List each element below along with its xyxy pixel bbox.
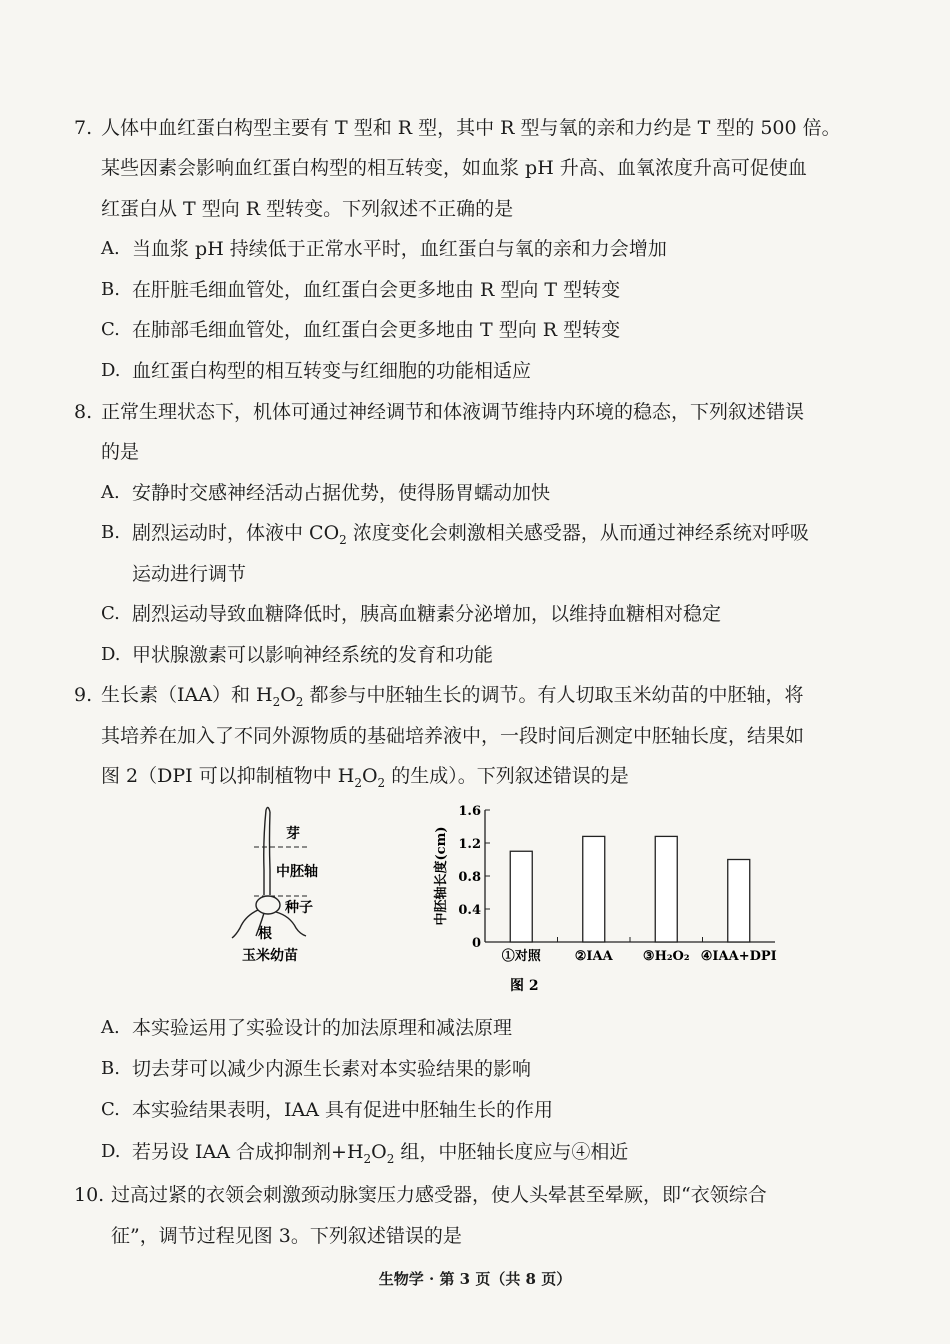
question-stem-line: 过高过紧的衣领会刺激颈动脉窦压力感受器，使人头晕甚至晕厥，即“衣领综合 — [111, 1184, 767, 1206]
question-stem-line: 某些因素会影响血红蛋白构型的相互转变，如血浆 pH 升高、血氧浓度升高可促使血 — [101, 157, 807, 179]
option-letter: B. — [101, 522, 120, 543]
option-letter: D. — [101, 644, 121, 665]
option-b-continued: 运动进行调节 — [132, 563, 247, 585]
option-b: 切去芽可以减少内源生长素对本实验结果的影响 — [132, 1058, 532, 1080]
label-root: 根 — [258, 926, 272, 942]
label-mesocotyl: 中胚轴 — [276, 864, 318, 880]
option-d: 甲状腺激素可以影响神经系统的发育和功能 — [132, 644, 494, 666]
option-letter: C. — [101, 1099, 120, 1120]
option-d: 若另设 IAA 合成抑制剂$+H_2O_2$ 组，中胚轴长度应与④相近 — [132, 1141, 629, 1166]
option-b: 在肝脏毛细血管处，血红蛋白会更多地由 R 型向 T 型转变 — [132, 279, 621, 301]
x-category-label: ①对照 — [501, 949, 541, 964]
option-letter: D. — [101, 1141, 121, 1162]
option-letter: B. — [101, 279, 120, 300]
bar-3 — [655, 836, 677, 942]
x-category-label: ③H₂O₂ — [642, 949, 690, 964]
option-letter: A. — [101, 238, 120, 259]
option-b: 剧烈运动时，体液中 $CO_2$ 浓度变化会刺激相关感受器，从而通过神经系统对呼吸 — [132, 522, 809, 547]
option-letter: C. — [101, 603, 120, 624]
question-number: 9. — [74, 684, 93, 706]
x-category-label: ④IAA+DPI — [700, 949, 777, 964]
y-tick-label: 1.6 — [458, 804, 481, 819]
option-d: 血红蛋白构型的相互转变与红细胞的功能相适应 — [132, 360, 532, 382]
figure-2-svg — [230, 800, 790, 1000]
label-seed: 种子 — [285, 900, 313, 916]
label-bud: 芽 — [286, 826, 300, 842]
seedling-caption: 玉米幼苗 — [242, 948, 298, 964]
question-stem-line: 其培养在加入了不同外源物质的基础培养液中，一段时间后测定中胚轴长度，结果如 — [101, 725, 805, 747]
option-letter: C. — [101, 319, 120, 340]
bar-chart — [433, 804, 777, 964]
option-c: 在肺部毛细血管处，血红蛋白会更多地由 T 型向 R 型转变 — [132, 319, 621, 341]
option-letter: A. — [101, 1017, 120, 1038]
question-number: 8. — [74, 401, 93, 423]
option-a: 安静时交感神经活动占据优势，使得肠胃蠕动加快 — [132, 482, 551, 504]
question-stem-line: 图 2（DPI 可以抑制植物中 $H_2O_2$ 的生成）。下列叙述错误的是 — [101, 765, 629, 790]
option-c: 剧烈运动导致血糖降低时，胰高血糖素分泌增加，以维持血糖相对稳定 — [132, 603, 722, 625]
y-tick-label: 0.4 — [458, 903, 481, 918]
y-axis-label: 中胚轴长度(cm) — [434, 826, 449, 926]
bar-1 — [510, 851, 532, 942]
page-footer: 生物学 · 第 3 页（共 8 页） — [378, 1270, 572, 1288]
y-tick-label: 0 — [471, 936, 481, 951]
figure-2 — [230, 800, 790, 1004]
question-stem-line: 正常生理状态下，机体可通过神经调节和体液调节维持内环境的稳态，下列叙述错误 — [101, 401, 805, 423]
question-stem-line: 的是 — [101, 441, 140, 463]
y-tick-label: 0.8 — [458, 870, 481, 885]
question-stem-line: 红蛋白从 T 型向 R 型转变。下列叙述不正确的是 — [101, 198, 514, 220]
y-tick-label: 1.2 — [458, 837, 481, 852]
option-a: 本实验运用了实验设计的加法原理和减法原理 — [132, 1017, 513, 1039]
figure-caption: 图 2 — [510, 978, 539, 994]
x-category-label: ②IAA — [574, 949, 613, 964]
option-c: 本实验结果表明，IAA 具有促进中胚轴生长的作用 — [132, 1099, 553, 1121]
question-number: 10. — [74, 1184, 105, 1206]
question-stem-line: 征”，调节过程见图 3。下列叙述错误的是 — [111, 1225, 462, 1247]
option-letter: B. — [101, 1058, 120, 1079]
option-letter: D. — [101, 360, 121, 381]
option-a: 当血浆 pH 持续低于正常水平时，血红蛋白与氧的亲和力会增加 — [132, 238, 667, 260]
question-stem-line: 生长素（IAA）和 $H_2O_2$ 都参与中胚轴生长的调节。有人切取玉米幼苗的中胚轴，将 — [101, 684, 804, 709]
question-number: 7. — [74, 117, 93, 139]
question-stem-line: 人体中血红蛋白构型主要有 T 型和 R 型，其中 R 型与氧的亲和力约是 T 型的 500 倍。 — [101, 117, 841, 139]
bar-4 — [728, 860, 750, 943]
option-letter: A. — [101, 482, 120, 503]
bar-2 — [583, 836, 605, 942]
